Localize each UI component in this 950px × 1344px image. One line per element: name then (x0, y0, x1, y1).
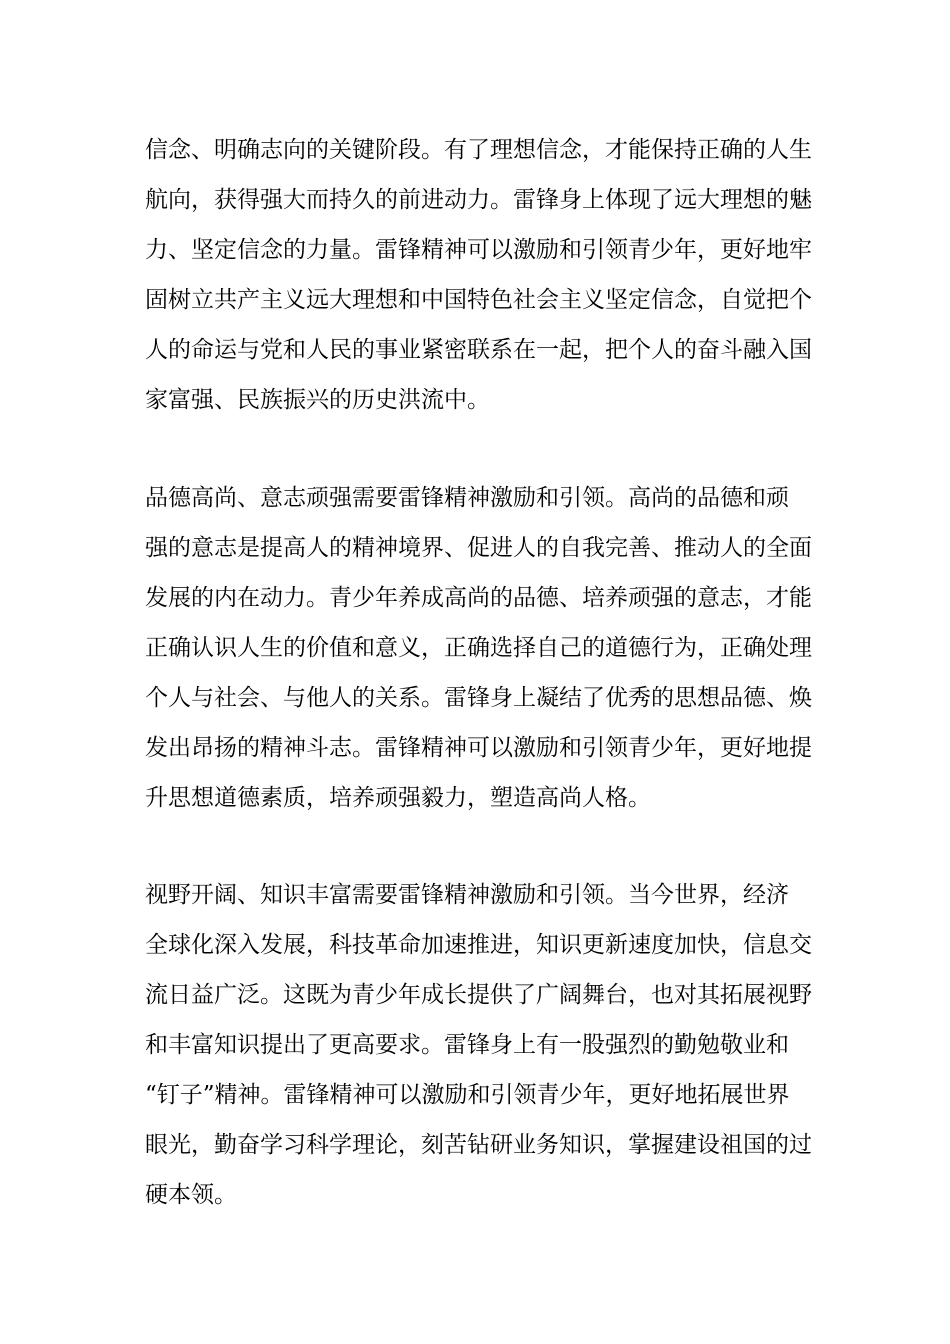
text-line: 力、坚定信念的力量。雷锋精神可以激励和引领青少年，更好地牢 (145, 237, 812, 263)
text-line: 个人与社会、与他人的关系。雷锋身上凝结了优秀的思想品德、焕 (145, 685, 812, 711)
text-line: 视野开阔、知识丰富需要雷锋精神激励和引领。当今世界，经济 (145, 882, 789, 908)
paragraph-ideals (145, 125, 812, 425)
paragraph-morality (145, 473, 812, 823)
text-line: 家富强、民族振兴的历史洪流中。 (145, 387, 490, 413)
text-line: “钉子”精神。雷锋精神可以激励和引领青少年，更好地拓展世界 (145, 1082, 790, 1108)
text-line: 全球化深入发展，科技革命加速推进，知识更新速度加快，信息交 (145, 932, 812, 958)
text-line: 固树立共产主义远大理想和中国特色社会主义坚定信念，自觉把个 (145, 287, 812, 313)
text-line: 硬本领。 (145, 1182, 237, 1208)
text-line: 流日益广泛。这既为青少年成长提供了广阔舞台，也对其拓展视野 (145, 982, 812, 1008)
text-line: 人的命运与党和人民的事业紧密联系在一起，把个人的奋斗融入国 (145, 337, 812, 363)
text-line: 发展的内在动力。青少年养成高尚的品德、培养顽强的意志，才能 (145, 585, 812, 611)
text-line: 航向，获得强大而持久的前进动力。雷锋身上体现了远大理想的魅 (145, 187, 812, 213)
text-line: 信念、明确志向的关键阶段。有了理想信念，才能保持正确的人生 (145, 137, 812, 163)
text-line: 发出昂扬的精神斗志。雷锋精神可以激励和引领青少年，更好地提 (145, 735, 812, 761)
text-line: 升思想道德素质，培养顽强毅力，塑造高尚人格。 (145, 785, 651, 811)
text-line: 正确认识人生的价值和意义，正确选择自己的道德行为，正确处理 (145, 635, 812, 661)
text-line: 和丰富知识提出了更高要求。雷锋身上有一股强烈的勤勉敬业和 (145, 1032, 789, 1058)
text-line: 品德高尚、意志顽强需要雷锋精神激励和引领。高尚的品德和顽 (145, 485, 789, 511)
text-line: 强的意志是提高人的精神境界、促进人的自我完善、推动人的全面 (145, 535, 812, 561)
paragraph-knowledge (145, 870, 812, 1220)
text-line: 眼光，勤奋学习科学理论，刻苦钻研业务知识，掌握建设祖国的过 (145, 1132, 812, 1158)
